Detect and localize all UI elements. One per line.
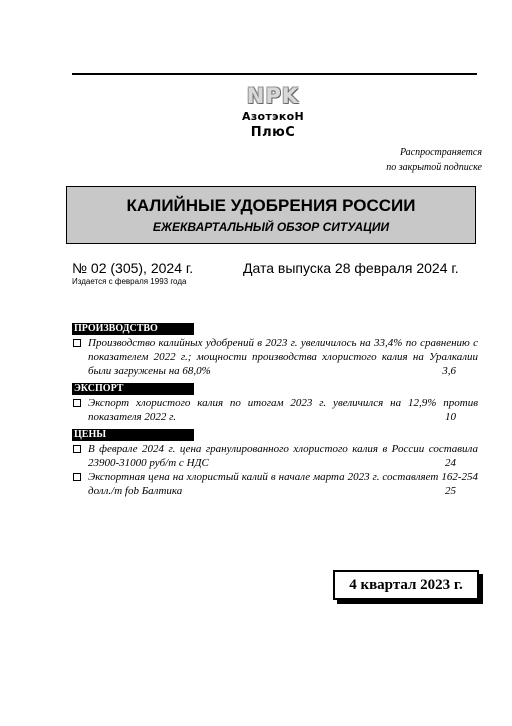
page-number: 10: [445, 411, 456, 423]
table-of-contents: [72, 318, 482, 498]
section-label: ПРОИЗВОДСТВО: [72, 323, 194, 335]
page-number: 3,6: [442, 365, 456, 377]
section-export: [72, 378, 482, 424]
section-prices: [72, 424, 482, 498]
logo-plus: ПлюС: [250, 125, 296, 140]
list-item: [72, 336, 482, 378]
list-item: [72, 442, 482, 470]
document-title: КАЛИЙНЫЕ УДОБРЕНИЯ РОССИИ: [126, 196, 416, 215]
item-text: Экспортная цена на хлористый калий в начале марта 2023 г. составляет 162-254 долл./т fob Балтика: [88, 471, 478, 497]
distribution-line-2: по закрытой подписке: [386, 162, 482, 173]
quarter-badge: 4 квартал 2023 г.: [333, 570, 479, 600]
page-number: 25: [445, 485, 456, 497]
logo-azotekon: АзотэкоН: [242, 110, 304, 123]
list-item: [72, 396, 482, 424]
checkbox-icon: [73, 445, 81, 453]
logo: [228, 84, 318, 141]
checkbox-icon: [73, 339, 81, 347]
item-text: Экспорт хлористого калия по итогам 2023 г. увеличился на 12,9% против показателя 2022 г.: [88, 397, 478, 423]
issue-number: № 02 (305), 2024 г.: [72, 260, 194, 276]
checkbox-icon: [73, 399, 81, 407]
document-subtitle: ЕЖЕКВАРТАЛЬНЫЙ ОБЗОР СИТУАЦИИ: [152, 220, 390, 234]
section-label: ЦЕНЫ: [72, 429, 194, 441]
distribution-note: [358, 145, 482, 175]
list-item: [72, 470, 482, 498]
release-date: Дата выпуска 28 февраля 2024 г.: [243, 260, 459, 276]
section-label: ЭКСПОРТ: [72, 383, 194, 395]
page-number: 24: [445, 457, 456, 469]
logo-npk: NPK: [246, 84, 300, 108]
published-since: Издается с февраля 1993 года: [72, 277, 187, 286]
top-rule: [72, 73, 477, 75]
item-text: Производство калийных удобрений в 2023 г. увеличилось на 33,4% по сравнению с показателем 2022 г.; мощности производства хлористого калия на Уралкалии были загружены на 68,0%: [88, 337, 478, 377]
title-box: [66, 186, 476, 244]
item-text: В феврале 2024 г. цена гранулированного хлористого калия в России составила 23900-31000 руб/т с НДС: [88, 443, 478, 469]
section-production: [72, 318, 482, 378]
distribution-line-1: Распространяется: [399, 147, 482, 158]
checkbox-icon: [73, 473, 81, 481]
